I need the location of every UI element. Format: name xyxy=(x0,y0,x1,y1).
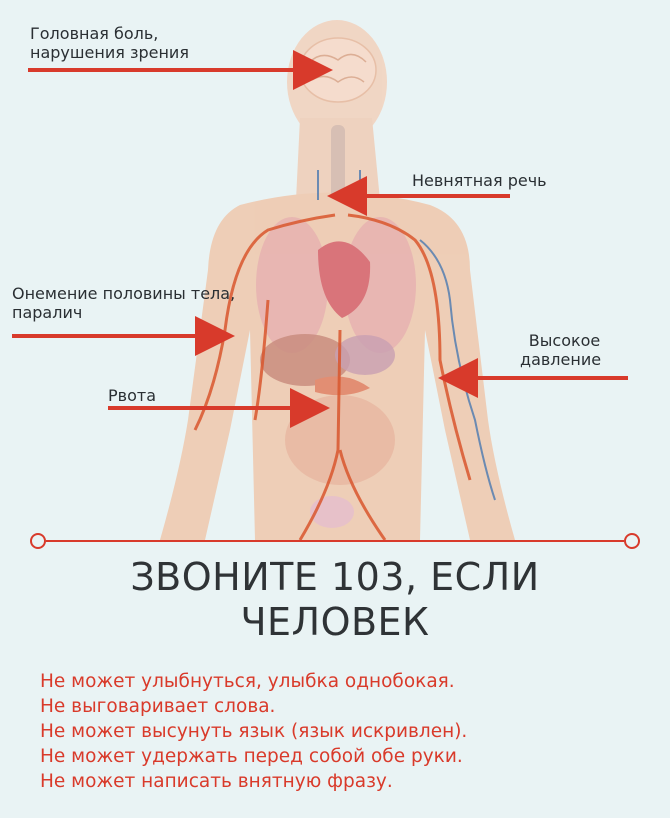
symptom-item: Не может высунуть язык (язык искривлен). xyxy=(40,721,468,742)
label-numbness-line2: паралич xyxy=(12,303,83,322)
label-numbness xyxy=(12,284,235,322)
label-speech: Невнятная речь xyxy=(412,171,547,190)
label-headache xyxy=(30,24,189,62)
label-headache-line2: нарушения зрения xyxy=(30,43,189,62)
label-headache-line1: Головная боль, xyxy=(30,24,159,43)
trachea-shape xyxy=(331,125,345,200)
symptom-item: Не выговаривает слова. xyxy=(40,696,276,717)
symptom-item: Не может улыбнуться, улыбка однобокая. xyxy=(40,671,455,692)
symptom-item: Не может написать внятную фразу. xyxy=(40,771,393,792)
label-pressure xyxy=(520,331,602,369)
heading-line1: ЗВОНИТЕ 103, ЕСЛИ xyxy=(130,555,540,599)
label-pressure-line1: Высокое xyxy=(528,331,601,350)
label-vomit: Рвота xyxy=(108,386,156,405)
symptom-list xyxy=(40,669,467,794)
symptom-item: Не может удержать перед собой обе руки. xyxy=(40,746,463,767)
label-pressure-line2: давление xyxy=(520,350,602,369)
label-numbness-line1: Онемение половины тела, xyxy=(12,284,236,303)
heading-line2: ЧЕЛОВЕК xyxy=(240,600,430,644)
